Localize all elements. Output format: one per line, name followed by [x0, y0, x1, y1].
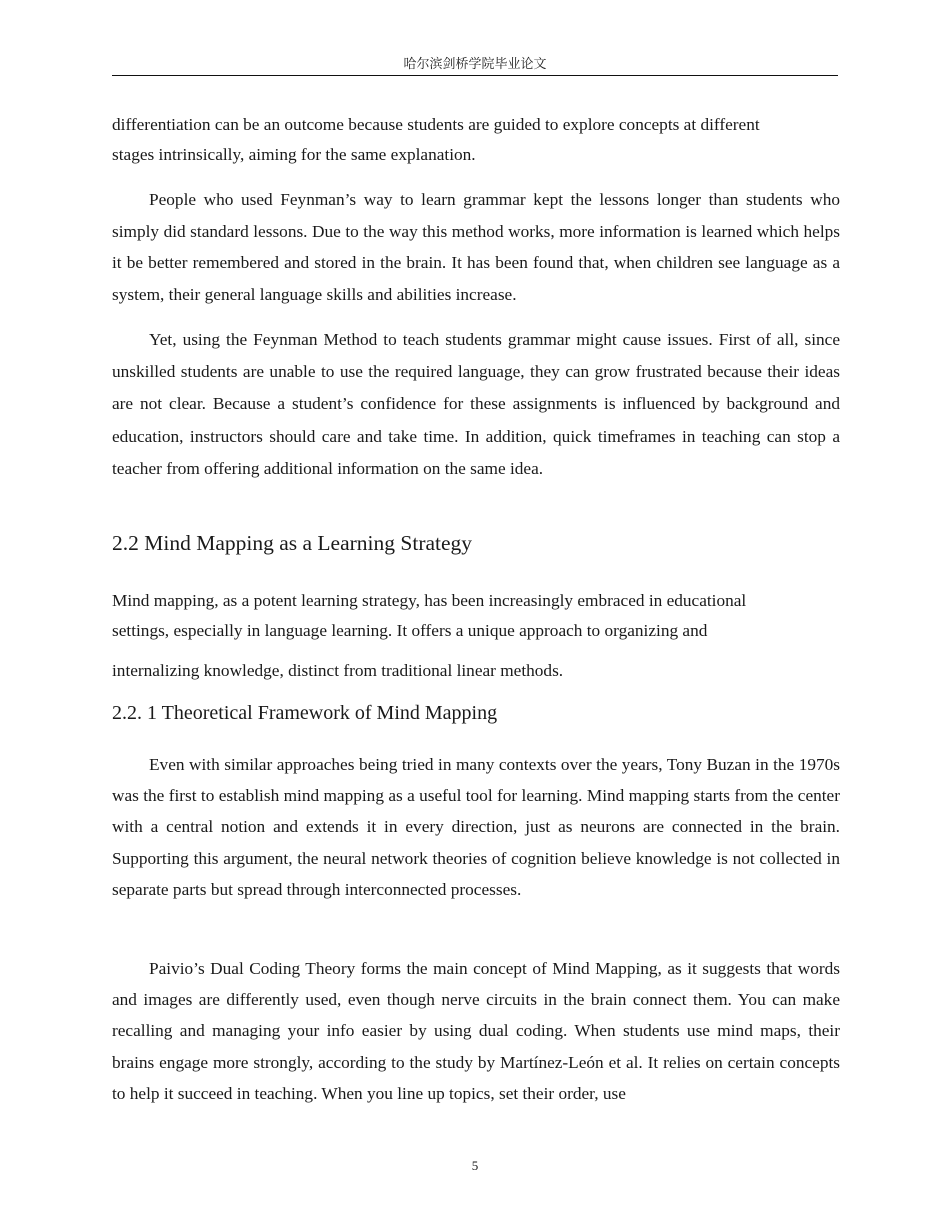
paragraph-feynman-issues: Yet, using the Feynman Method to teach students grammar might cause issues. First of all, since unskilled students are unable to use the required language, they can grow frustrated because their ideas are not clear. Because a student’s confidence for these assignments is influenced by background and education, instructors should care and take time. In addition, quick timeframes in teaching can stop a teacher from offering additional information on the same idea.: [112, 330, 840, 478]
paragraph-feynman-retention: People who used Feynman’s way to learn grammar kept the lessons longer than students who simply did standard lessons. Due to the way this method works, more information is learned which helps it be better remembered and stored in the brain. It has been found that, when children see language as a system, their general language skills and abilities increase.: [112, 190, 840, 305]
subsection-heading-2-2-1: 2.2. 1 Theoretical Framework of Mind Mapping: [112, 702, 498, 724]
paragraph-mind-mapping-intro-line-2: settings, especially in language learning. It offers a unique approach to organizing and: [112, 621, 708, 640]
running-header: 哈尔滨剑桥学院毕业论文: [403, 57, 547, 72]
paragraph-buzan: Even with similar approaches being tried in many contexts over the years, Tony Buzan in the 1970s was the first to establish mind mapping as a useful tool for learning. Mind mapping starts from the center with a central notion and extends it in every direction, just as neurons are connected in the brain. Supporting this argument, the neural network theories of cognition believe knowledge is not collected in separate parts but spread through interconnected processes.: [112, 755, 840, 899]
paragraph-continuation: differentiation can be an outcome because students are guided to explore concepts at different stages intrinsically, aiming for the same explanation.: [112, 115, 760, 164]
page-number: 5: [471, 1158, 479, 1173]
paragraph-mind-mapping-intro-line-1: Mind mapping, as a potent learning strategy, has been increasingly embraced in educational: [112, 591, 747, 610]
header-rule: [112, 75, 838, 76]
paragraph-dual-coding: Paivio’s Dual Coding Theory forms the main concept of Mind Mapping, as it suggests that words and images are differently used, even though nerve circuits in the brain connect them. You can make recalling and managing your info easier by using dual coding. When students use mind maps, their brains engage more strongly, according to the study by Martínez-León et al. It relies on certain concepts to help it succeed in teaching. When you line up topics, set their order, use: [112, 959, 840, 1103]
paragraph-mind-mapping-intro-line-3: internalizing knowledge, distinct from traditional linear methods.: [112, 661, 564, 680]
section-heading-2-2: 2.2 Mind Mapping as a Learning Strategy: [112, 531, 473, 555]
